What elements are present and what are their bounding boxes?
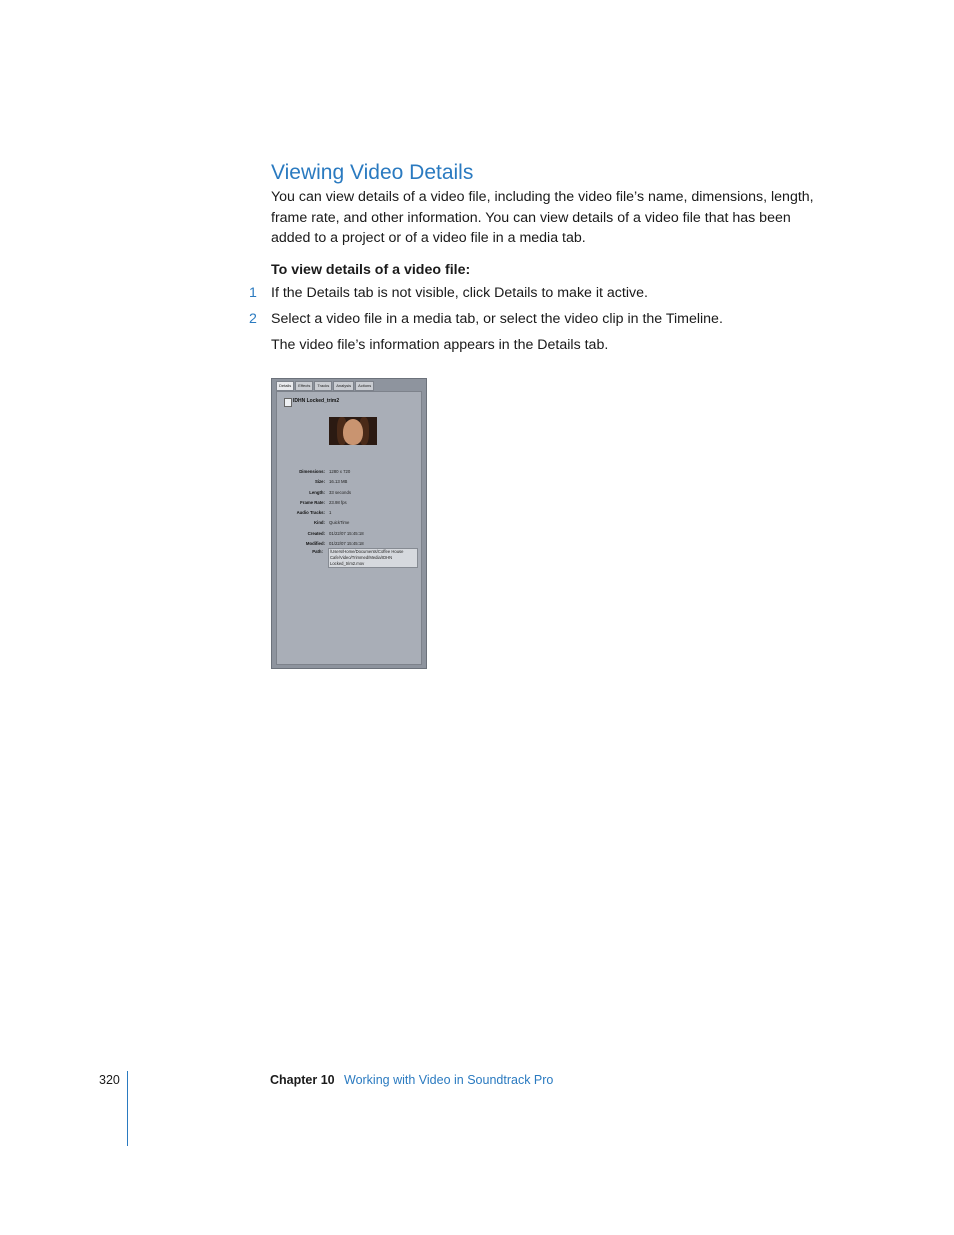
result-text: The video file’s information appears in the Details tab.: [271, 337, 609, 353]
info-label: Kind:: [314, 520, 325, 525]
info-label: Audio Tracks:: [296, 510, 325, 515]
info-label: Size:: [314, 479, 325, 484]
info-value: 23.98 fps: [329, 500, 347, 505]
info-row-created: [277, 530, 423, 538]
tab-effects[interactable]: Effects: [295, 381, 313, 391]
step-number: 2: [249, 311, 257, 327]
info-value: 16.13 MB: [329, 479, 348, 484]
movie-file-icon: [284, 398, 292, 407]
info-label: Created:: [307, 531, 325, 536]
procedure-subhead: To view details of a video file:: [271, 262, 471, 278]
info-label: Dimensions:: [299, 469, 325, 474]
info-row-kind: [277, 519, 423, 527]
info-value: 1280 x 720: [329, 469, 351, 474]
details-panel-screenshot: [271, 378, 427, 669]
info-value: QuickTime: [329, 520, 350, 525]
path-line: Cafe/Video/Trimmed/Media/IDHN: [330, 555, 393, 560]
info-label: Frame Rate:: [300, 500, 325, 505]
step-number: 1: [249, 285, 257, 301]
tab-tracks[interactable]: Tracks: [314, 381, 332, 391]
info-value: 1: [329, 510, 332, 515]
step-text: Select a video file in a media tab, or select the video clip in the Timeline.: [271, 311, 723, 327]
details-body: [276, 391, 422, 665]
info-row-dimensions: [277, 468, 423, 476]
path-field[interactable]: [328, 548, 418, 568]
footer-rule: [127, 1071, 128, 1146]
panel-tabs: [276, 381, 375, 390]
tab-details[interactable]: Details: [276, 381, 294, 391]
info-row-audio-tracks: [277, 509, 423, 517]
info-row-length: [277, 489, 423, 497]
file-name: IDHN Locked_trim2: [293, 398, 340, 404]
path-label: Path:: [312, 549, 323, 554]
chapter-title: Working with Video in Soundtrack Pro: [344, 1073, 554, 1087]
info-value: 01/22/07 15:45:18: [329, 541, 364, 546]
info-value: 01/22/07 15:45:18: [329, 531, 364, 536]
path-line: Locked_trim2.mov: [330, 561, 365, 566]
section-heading: Viewing Video Details: [271, 161, 474, 184]
info-row-modified: [277, 540, 423, 548]
tab-analysis[interactable]: Analysis: [333, 381, 354, 391]
tab-actions[interactable]: Actions: [355, 381, 374, 391]
info-value: 33 seconds: [329, 490, 351, 495]
intro-paragraph: You can view details of a video file, including the video file’s name, dimensions, length, frame rate, and other information. You can view details of a video file that has been added to a project or of a video file in a media tab.: [271, 189, 814, 246]
path-line: /Users/Home/Documents/Coffee House: [330, 549, 404, 554]
video-thumbnail: [329, 417, 377, 445]
page-number: 320: [99, 1073, 120, 1087]
info-label: Length:: [309, 490, 325, 495]
chapter-label: Chapter 10: [270, 1073, 335, 1087]
step-text: If the Details tab is not visible, click Details to make it active.: [271, 285, 648, 301]
info-row-size: [277, 478, 423, 486]
info-label: Modified:: [305, 541, 325, 546]
info-row-frame-rate: [277, 499, 423, 507]
